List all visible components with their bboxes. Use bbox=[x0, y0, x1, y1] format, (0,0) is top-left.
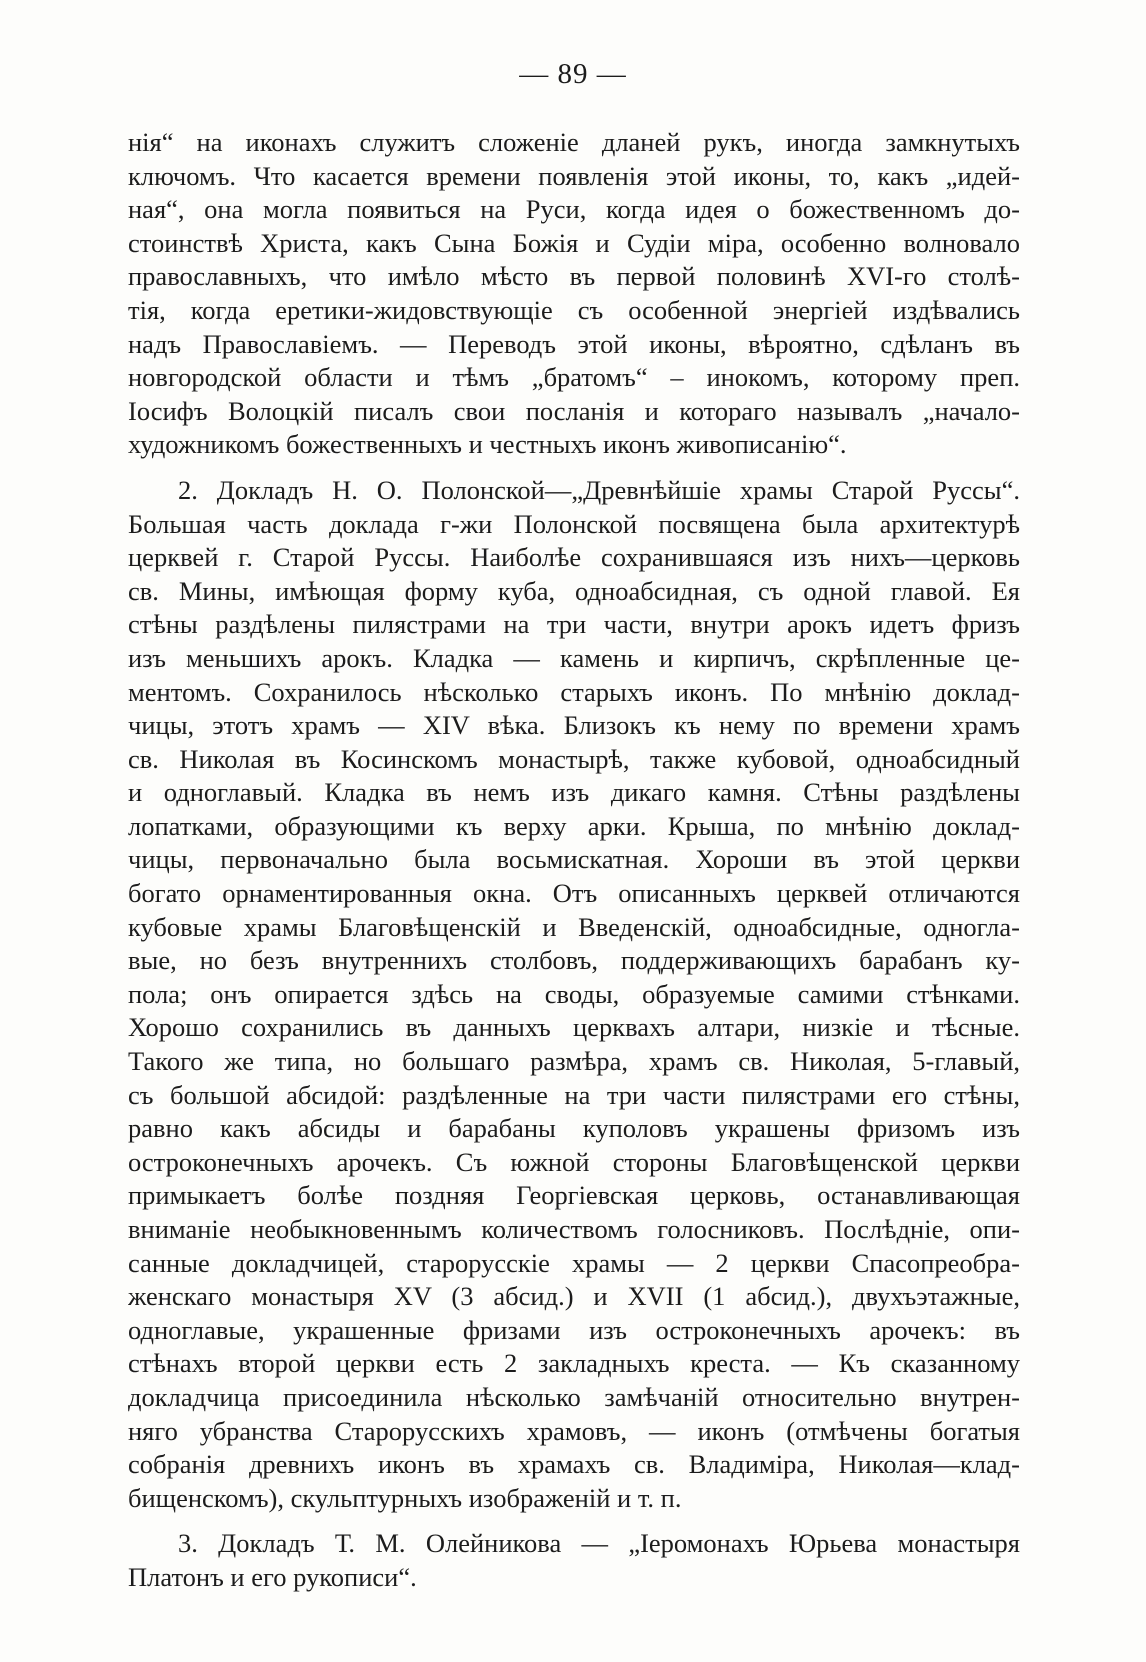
text-line: церквей г. Старой Руссы. Наиболѣе сохранившаяся изъ нихъ—церковь bbox=[128, 542, 1020, 573]
text-line: художникомъ божественныхъ и честныхъ иконъ живописанію“. bbox=[128, 429, 847, 460]
paragraph-icon-commentary bbox=[128, 126, 1020, 462]
text-line: примыкаетъ болѣе поздняя Георгіевская церковь, останавливающая bbox=[128, 1180, 1020, 1211]
text-line: стѣны раздѣлены пилястрами на три части, внутри арокъ идетъ фризъ bbox=[128, 609, 1020, 640]
text-line: православныхъ, что имѣло мѣсто въ первой половинѣ XVI-го столѣ- bbox=[128, 261, 1020, 292]
text-line: лопатками, образующими къ верху арки. Крыша, по мнѣнію доклад- bbox=[128, 810, 1020, 841]
paragraph-polonskaya-report bbox=[128, 474, 1020, 1515]
text-line: ключомъ. Что касается времени появленія этой иконы, то, какъ „идей- bbox=[128, 160, 1020, 191]
text-line: надъ Православіемъ. — Переводъ этой иконы, вѣроятно, сдѣланъ въ bbox=[128, 328, 1020, 359]
text-line: св. Николая въ Косинскомъ монастырѣ, также кубовой, одноабсидный bbox=[128, 743, 1020, 774]
text-line: остроконечныхъ арочекъ. Съ южной стороны Благовѣщенской церкви bbox=[128, 1146, 1020, 1177]
text-line: ментомъ. Сохранилось нѣсколько старыхъ иконъ. По мнѣнію доклад- bbox=[128, 676, 1020, 707]
text-line: вые, но безъ внутреннихъ столбовъ, поддерживающихъ барабанъ ку- bbox=[128, 945, 1020, 976]
paragraph-oleinikov-report bbox=[128, 1527, 1020, 1594]
text-line: стѣнахъ второй церкви есть 2 закладныхъ креста. — Къ сказанному bbox=[128, 1348, 1020, 1379]
text-line: чицы, первоначально была восьмискатная. Хороши въ этой церкви bbox=[128, 844, 1020, 875]
text-line: женскаго монастыря XV (3 абсид.) и XVII (1 абсид.), двухъэтажные, bbox=[128, 1281, 1020, 1312]
text-line: кубовые храмы Благовѣщенскій и Введенскій, одноабсидные, одногла- bbox=[128, 911, 1020, 942]
text-line: одноглавые, украшенные фризами изъ остроконечныхъ арочекъ: въ bbox=[128, 1314, 1020, 1345]
text-line: новгородской области и тѣмъ „братомъ“ – инокомъ, которому преп. bbox=[128, 362, 1020, 393]
text-line: равно какъ абсиды и барабаны куполовъ украшены фризомъ изъ bbox=[128, 1113, 1020, 1144]
text-line: няго убранства Старорусскихъ храмовъ, — иконъ (отмѣчены богатыя bbox=[128, 1415, 1020, 1446]
text-line: стоинствѣ Христа, какъ Сына Божія и Судіи міра, особенно волновало bbox=[128, 227, 1020, 258]
text-line: Большая часть доклада г-жи Полонской посвящена была архитектурѣ bbox=[128, 508, 1020, 539]
text-line: св. Мины, имѣющая форму куба, одноабсидная, съ одной главой. Ея bbox=[128, 575, 1020, 606]
text-line: пола; онъ опирается здѣсь на своды, образуемые самими стѣнками. bbox=[128, 978, 1020, 1009]
text-line: нія“ на иконахъ служитъ сложеніе дланей рукъ, иногда замкнутыхъ bbox=[128, 127, 1020, 157]
text-line: Хорошо сохранились въ данныхъ церквахъ алтари, низкіе и тѣсные. bbox=[128, 1012, 1020, 1043]
text-line: Платонъ и его рукописи“. bbox=[128, 1561, 417, 1592]
text-line: докладчица присоединила нѣсколько замѣчаній относительно внутрен- bbox=[128, 1381, 1020, 1412]
text-line: бищенскомъ), скульптурныхъ изображеній и т. п. bbox=[128, 1482, 682, 1513]
text-line: и одноглавый. Кладка въ немъ изъ дикаго камня. Стѣны раздѣлены bbox=[128, 777, 1020, 808]
text-line: вниманіе необыкновеннымъ количествомъ голосниковъ. Послѣдніе, опи- bbox=[128, 1214, 1020, 1244]
page-body bbox=[128, 126, 1020, 1595]
text-line: 3. Докладъ Т. М. Олейникова — „Іеромонахъ Юрьева монастыря bbox=[178, 1528, 1020, 1559]
text-line: съ большой абсидой: раздѣленные на три части пилястрами его стѣны, bbox=[128, 1079, 1020, 1110]
text-line: санные докладчицей, старорусскіе храмы — 2 церкви Спасопреобра- bbox=[128, 1247, 1020, 1278]
text-line: Такого же типа, но большаго размѣра, храмъ св. Николая, 5-главый, bbox=[128, 1046, 1020, 1077]
text-line: Іосифъ Волоцкій писалъ свои посланія и котораго называлъ „начало- bbox=[128, 395, 1020, 426]
page-number: — 89 — bbox=[519, 58, 627, 90]
text-line: чицы, этотъ храмъ — XIV вѣка. Близокъ къ нему по времени храмъ bbox=[128, 710, 1020, 741]
text-line: 2. Докладъ Н. О. Полонской—„Древнѣйшіе храмы Старой Руссы“. bbox=[178, 474, 1020, 505]
text-line: тія, когда еретики-жидовствующіе съ особенной энергіей издѣвались bbox=[128, 294, 1020, 325]
text-line: ная“, она могла появиться на Руси, когда идея о божественномъ до- bbox=[128, 194, 1020, 225]
text-line: изъ меньшихъ арокъ. Кладка — камень и кирпичъ, скрѣпленные це- bbox=[128, 642, 1020, 673]
text-line: собранія древнихъ иконъ въ храмахъ св. Владиміра, Николая—клад- bbox=[128, 1449, 1020, 1480]
text-line: богато орнаментированныя окна. Отъ описанныхъ церквей отличаются bbox=[128, 878, 1020, 909]
